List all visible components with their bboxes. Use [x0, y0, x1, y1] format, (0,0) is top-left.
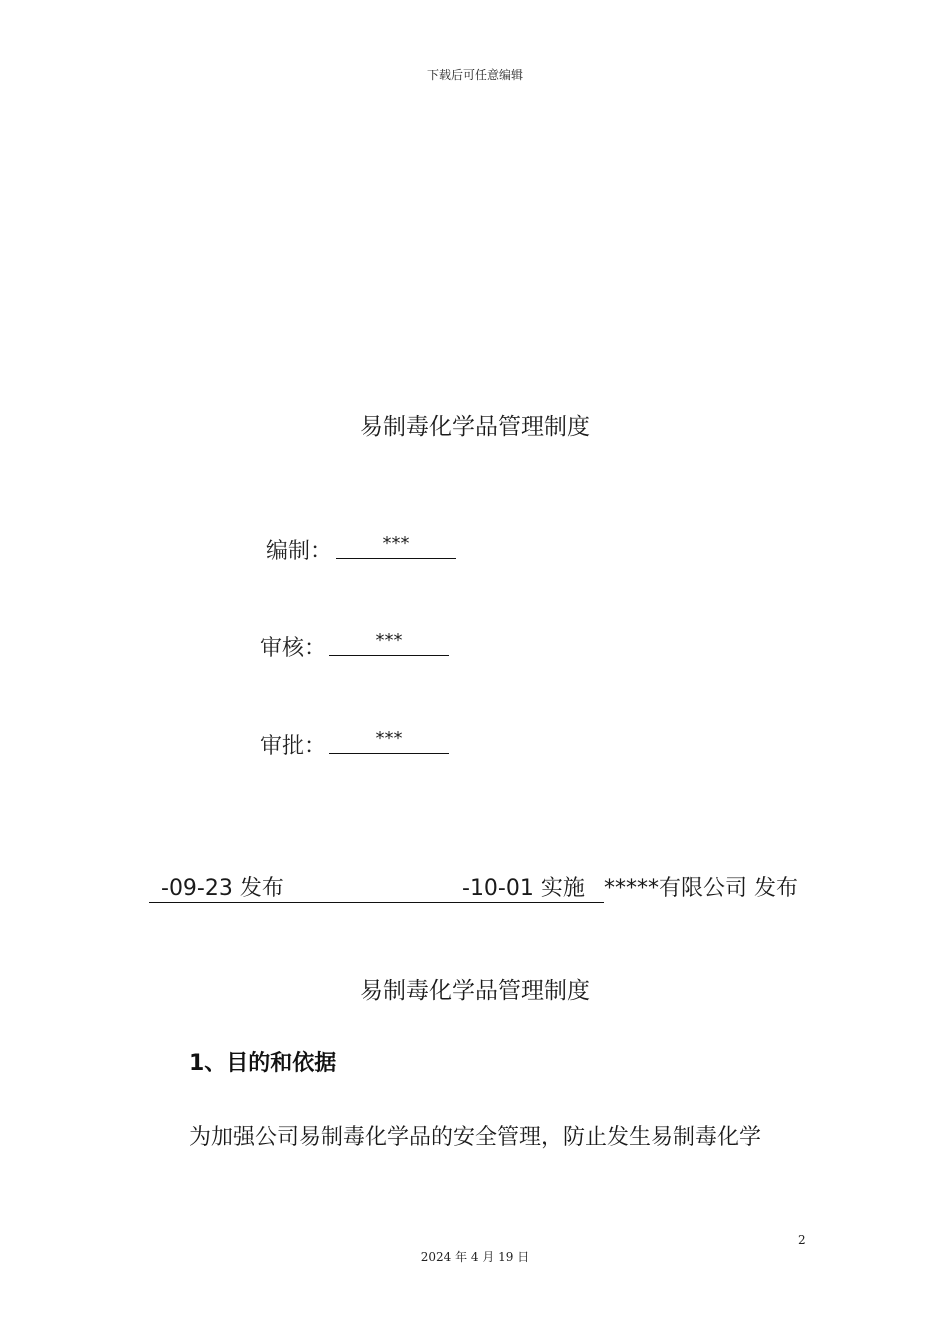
cover-title: 易制毒化学品管理制度 [360, 414, 590, 440]
content-title: 易制毒化学品管理制度 [360, 978, 590, 1004]
footer-date: 2024 年 4 月 19 日 [420, 1250, 530, 1264]
release-line [149, 876, 809, 906]
signature-value-approve: *** [329, 728, 449, 754]
signature-label-review: 审核： [260, 636, 327, 661]
page-number: 2 [798, 1233, 806, 1247]
effective-date: -10-01 实施 [462, 876, 585, 901]
signature-value-review: *** [329, 630, 449, 656]
release-date: -09-23 发布 [161, 876, 284, 901]
section-heading: 1、目的和依据 [189, 1051, 337, 1076]
signature-value-compile: *** [336, 533, 456, 559]
issuer: *****有限公司 发布 [604, 876, 798, 901]
header-note: 下载后可任意编辑 [426, 68, 523, 82]
body-paragraph: 为加强公司易制毒化学品的安全管理，防止发生易制毒化学 [189, 1125, 762, 1150]
signature-label-approve: 审批： [260, 734, 327, 759]
release-dates-underline [149, 876, 604, 903]
signature-label-compile: 编制： [266, 539, 333, 564]
